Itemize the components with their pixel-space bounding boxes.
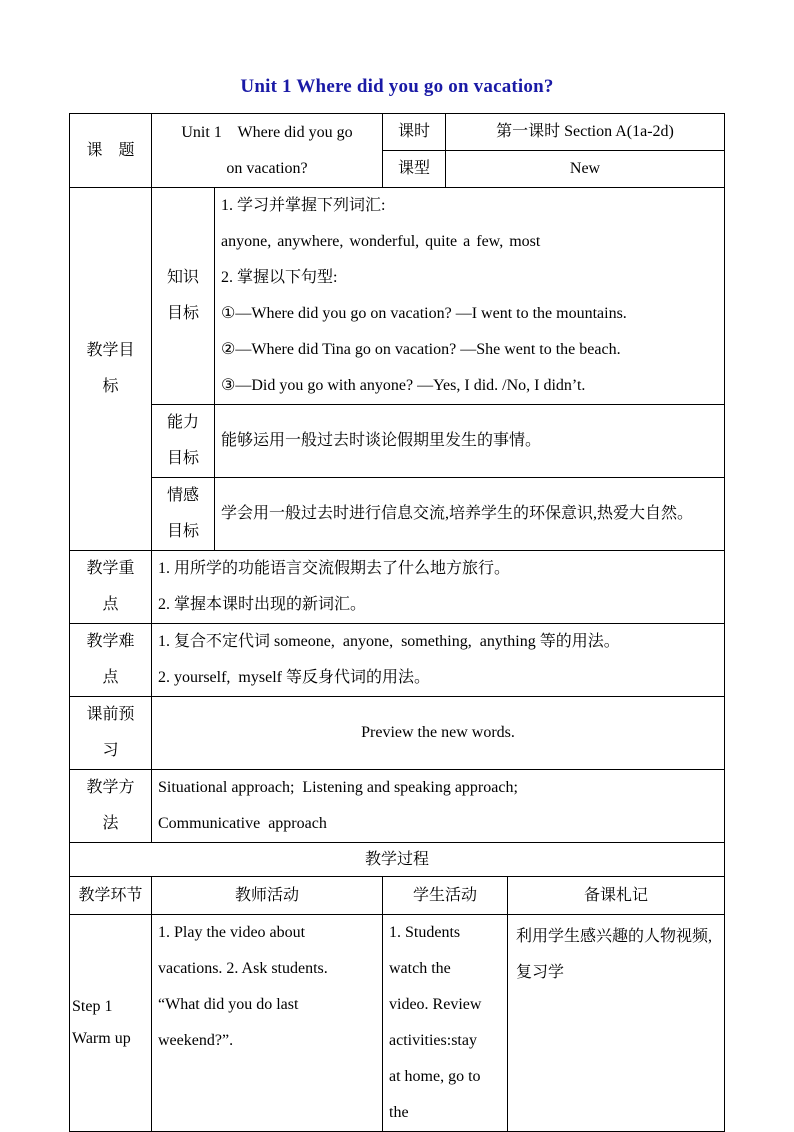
difficult-points-label: 教学难点 — [70, 624, 152, 697]
knowledge-label: 知识目标 — [152, 188, 215, 405]
knowledge-line: ②—Where did Tina go on vacation? —She went to the beach. — [221, 341, 621, 358]
step1-name-line: Step 1 — [72, 998, 113, 1015]
key-points-content — [152, 551, 725, 624]
knowledge-line: 1. 学习并掌握下列词汇: — [221, 197, 386, 214]
knowledge-line: anyone, anywhere, wonderful, quite a few, most — [221, 233, 541, 250]
preview-text: Preview the new words. — [152, 697, 725, 770]
knowledge-line: ①—Where did you go on vacation? —I went to the mountains. — [221, 305, 627, 322]
method-line: Situational approach; Listening and speaking approach; — [158, 779, 518, 796]
key-point-line: 1. 用所学的功能语言交流假期去了什么地方旅行。 — [158, 560, 511, 577]
key-point-line: 2. 掌握本课时出现的新词汇。 — [158, 596, 367, 613]
difficult-point-line: 2. yourself, myself 等反身代词的用法。 — [158, 669, 430, 686]
lesson-label: 课时 — [383, 114, 446, 151]
difficult-point-line: 1. 复合不定代词 someone, anyone, something, anything 等的用法。 — [158, 633, 620, 650]
method-line: Communicative approach — [158, 815, 327, 832]
step1-name — [70, 915, 152, 1132]
emotion-label: 情感目标 — [152, 478, 215, 551]
page-title: Unit 1 Where did you go on vacation? — [240, 76, 554, 97]
emotion-text: 学会用一般过去时进行信息交流,培养学生的环保意识,热爱大自然。 — [215, 478, 725, 551]
topic-label: 课 题 — [70, 114, 152, 188]
process-header-student: 学生活动 — [383, 877, 508, 915]
knowledge-line: 2. 掌握以下句型: — [221, 269, 338, 286]
key-points-label: 教学重点 — [70, 551, 152, 624]
process-title: 教学过程 — [70, 843, 725, 877]
step1-notes: 利用学生感兴趣的人物视频,复习学 — [508, 915, 725, 1132]
process-header-step: 教学环节 — [70, 877, 152, 915]
methods-content — [152, 770, 725, 843]
type-label: 课型 — [383, 151, 446, 188]
knowledge-content — [215, 188, 725, 405]
methods-label: 教学方法 — [70, 770, 152, 843]
ability-label: 能力目标 — [152, 405, 215, 478]
preview-label: 课前预习 — [70, 697, 152, 770]
ability-text: 能够运用一般过去时谈论假期里发生的事情。 — [215, 405, 725, 478]
process-header-teacher: 教师活动 — [152, 877, 383, 915]
topic-value: Unit 1 Where did you go on vacation? — [152, 114, 383, 188]
step1-student: 1. Students watch the video. Review activities:stay at home, go to the — [383, 915, 508, 1132]
difficult-points-content — [152, 624, 725, 697]
process-header-notes: 备课札记 — [508, 877, 725, 915]
lesson-value: 第一课时 Section A(1a-2d) — [446, 114, 725, 151]
objectives-label: 教学目标 — [70, 188, 152, 551]
step1-teacher: 1. Play the video about vacations. 2. Ask students. “What did you do last weekend?”. — [152, 915, 383, 1132]
knowledge-line: ③—Did you go with anyone? —Yes, I did. /No, I didn’t. — [221, 377, 586, 394]
type-value: New — [446, 151, 725, 188]
lesson-plan-table — [69, 113, 725, 1132]
step1-name-line: Warm up — [72, 1030, 131, 1047]
